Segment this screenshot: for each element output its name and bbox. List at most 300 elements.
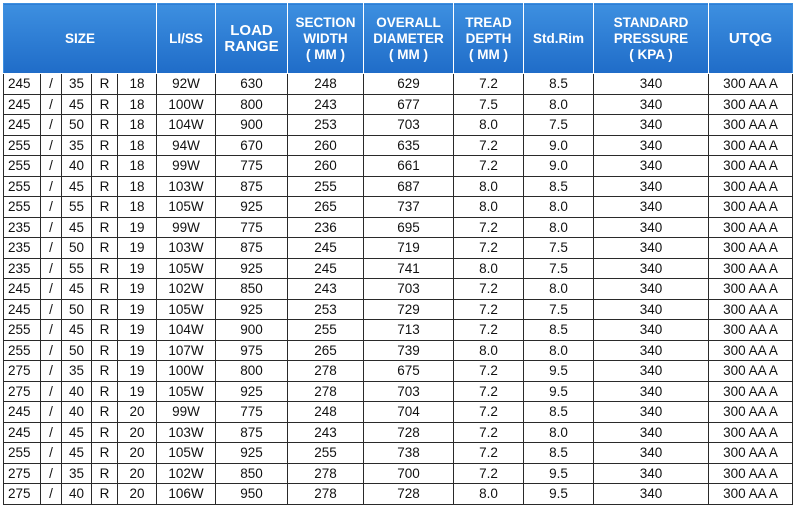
table-row <box>4 299 793 320</box>
cell-construction: R <box>92 320 118 341</box>
cell-standard-pressure: 340 <box>594 176 709 197</box>
cell-rim-diameter: 18 <box>118 74 157 95</box>
cell-li-ss: 104W <box>157 320 216 341</box>
cell-li-ss: 105W <box>157 381 216 402</box>
cell-standard-pressure: 340 <box>594 340 709 361</box>
table-row <box>4 361 793 382</box>
cell-rim-diameter: 18 <box>118 197 157 218</box>
header-overall-diameter-line2: DIAMETER <box>373 30 444 46</box>
cell-width: 275 <box>4 463 41 484</box>
header-section-width-line2: WIDTH <box>303 30 348 46</box>
cell-slash: / <box>41 238 62 259</box>
cell-construction: R <box>92 156 118 177</box>
cell-std-rim: 8.0 <box>524 197 594 218</box>
header-standard-pressure <box>594 4 709 74</box>
cell-aspect: 45 <box>62 320 92 341</box>
cell-width: 255 <box>4 340 41 361</box>
cell-overall-diameter: 703 <box>364 381 454 402</box>
cell-aspect: 45 <box>62 176 92 197</box>
header-size: SIZE <box>4 4 157 74</box>
cell-li-ss: 107W <box>157 340 216 361</box>
cell-utqg: 300 AA A <box>709 197 793 218</box>
cell-std-rim: 9.0 <box>524 156 594 177</box>
table-row <box>4 258 793 279</box>
cell-aspect: 35 <box>62 463 92 484</box>
cell-standard-pressure: 340 <box>594 258 709 279</box>
cell-construction: R <box>92 94 118 115</box>
cell-section-width: 236 <box>288 217 364 238</box>
cell-overall-diameter: 629 <box>364 74 454 95</box>
cell-aspect: 40 <box>62 484 92 505</box>
cell-standard-pressure: 340 <box>594 279 709 300</box>
cell-utqg: 300 AA A <box>709 422 793 443</box>
header-section-width-line3: ( MM ) <box>306 46 345 62</box>
cell-tread-depth: 7.2 <box>454 463 524 484</box>
cell-standard-pressure: 340 <box>594 238 709 259</box>
cell-overall-diameter: 728 <box>364 422 454 443</box>
cell-width: 275 <box>4 361 41 382</box>
cell-aspect: 50 <box>62 299 92 320</box>
cell-tread-depth: 7.2 <box>454 135 524 156</box>
cell-overall-diameter: 729 <box>364 299 454 320</box>
cell-slash: / <box>41 361 62 382</box>
cell-li-ss: 99W <box>157 402 216 423</box>
cell-load-range: 950 <box>216 484 288 505</box>
cell-standard-pressure: 340 <box>594 197 709 218</box>
cell-slash: / <box>41 94 62 115</box>
cell-width: 235 <box>4 217 41 238</box>
cell-utqg: 300 AA A <box>709 74 793 95</box>
cell-slash: / <box>41 176 62 197</box>
cell-load-range: 975 <box>216 340 288 361</box>
header-load-range-line1: LOAD <box>230 21 273 39</box>
cell-width: 255 <box>4 156 41 177</box>
cell-overall-diameter: 687 <box>364 176 454 197</box>
cell-aspect: 50 <box>62 115 92 136</box>
cell-section-width: 253 <box>288 115 364 136</box>
cell-load-range: 630 <box>216 74 288 95</box>
cell-overall-diameter: 635 <box>364 135 454 156</box>
cell-aspect: 40 <box>62 402 92 423</box>
cell-load-range: 925 <box>216 299 288 320</box>
cell-utqg: 300 AA A <box>709 381 793 402</box>
cell-width: 245 <box>4 74 41 95</box>
header-section-width-line1: SECTION <box>295 14 356 30</box>
cell-tread-depth: 7.2 <box>454 156 524 177</box>
cell-rim-diameter: 19 <box>118 320 157 341</box>
cell-rim-diameter: 19 <box>118 381 157 402</box>
cell-overall-diameter: 739 <box>364 340 454 361</box>
cell-overall-diameter: 704 <box>364 402 454 423</box>
cell-width: 235 <box>4 238 41 259</box>
cell-overall-diameter: 713 <box>364 320 454 341</box>
cell-slash: / <box>41 156 62 177</box>
cell-li-ss: 104W <box>157 115 216 136</box>
cell-rim-diameter: 19 <box>118 361 157 382</box>
cell-construction: R <box>92 115 118 136</box>
cell-construction: R <box>92 443 118 464</box>
cell-utqg: 300 AA A <box>709 176 793 197</box>
cell-aspect: 50 <box>62 238 92 259</box>
cell-load-range: 875 <box>216 238 288 259</box>
cell-rim-diameter: 19 <box>118 279 157 300</box>
cell-slash: / <box>41 279 62 300</box>
table-row <box>4 463 793 484</box>
cell-width: 245 <box>4 94 41 115</box>
cell-std-rim: 9.5 <box>524 361 594 382</box>
cell-standard-pressure: 340 <box>594 320 709 341</box>
cell-overall-diameter: 741 <box>364 258 454 279</box>
table-row <box>4 320 793 341</box>
cell-section-width: 243 <box>288 422 364 443</box>
cell-tread-depth: 7.2 <box>454 402 524 423</box>
cell-std-rim: 8.5 <box>524 320 594 341</box>
cell-std-rim: 9.5 <box>524 381 594 402</box>
cell-standard-pressure: 340 <box>594 74 709 95</box>
cell-standard-pressure: 340 <box>594 156 709 177</box>
cell-standard-pressure: 340 <box>594 422 709 443</box>
table-row <box>4 135 793 156</box>
cell-li-ss: 102W <box>157 279 216 300</box>
cell-tread-depth: 7.2 <box>454 217 524 238</box>
cell-std-rim: 8.5 <box>524 74 594 95</box>
cell-utqg: 300 AA A <box>709 156 793 177</box>
header-load-range <box>216 4 288 74</box>
cell-slash: / <box>41 115 62 136</box>
cell-standard-pressure: 340 <box>594 115 709 136</box>
cell-li-ss: 102W <box>157 463 216 484</box>
cell-aspect: 45 <box>62 443 92 464</box>
cell-width: 255 <box>4 443 41 464</box>
cell-slash: / <box>41 135 62 156</box>
cell-li-ss: 106W <box>157 484 216 505</box>
table-row <box>4 176 793 197</box>
cell-section-width: 253 <box>288 299 364 320</box>
cell-utqg: 300 AA A <box>709 443 793 464</box>
cell-aspect: 35 <box>62 74 92 95</box>
cell-section-width: 265 <box>288 197 364 218</box>
cell-section-width: 248 <box>288 402 364 423</box>
cell-rim-diameter: 20 <box>118 443 157 464</box>
cell-standard-pressure: 340 <box>594 463 709 484</box>
cell-width: 245 <box>4 402 41 423</box>
cell-standard-pressure: 340 <box>594 299 709 320</box>
cell-slash: / <box>41 443 62 464</box>
cell-load-range: 850 <box>216 279 288 300</box>
table-row <box>4 279 793 300</box>
cell-tread-depth: 7.5 <box>454 94 524 115</box>
cell-standard-pressure: 340 <box>594 217 709 238</box>
cell-li-ss: 99W <box>157 217 216 238</box>
cell-construction: R <box>92 135 118 156</box>
cell-std-rim: 8.5 <box>524 402 594 423</box>
table-row <box>4 217 793 238</box>
cell-utqg: 300 AA A <box>709 299 793 320</box>
cell-rim-diameter: 18 <box>118 135 157 156</box>
cell-section-width: 278 <box>288 361 364 382</box>
cell-load-range: 800 <box>216 361 288 382</box>
cell-slash: / <box>41 402 62 423</box>
cell-section-width: 248 <box>288 74 364 95</box>
cell-section-width: 245 <box>288 238 364 259</box>
header-tread-depth-line1: TREAD <box>465 14 512 30</box>
cell-tread-depth: 7.2 <box>454 279 524 300</box>
cell-standard-pressure: 340 <box>594 94 709 115</box>
cell-section-width: 260 <box>288 135 364 156</box>
cell-section-width: 255 <box>288 443 364 464</box>
cell-overall-diameter: 661 <box>364 156 454 177</box>
cell-aspect: 55 <box>62 258 92 279</box>
cell-tread-depth: 7.2 <box>454 381 524 402</box>
cell-standard-pressure: 340 <box>594 402 709 423</box>
header-utqg: UTQG <box>709 4 793 74</box>
cell-rim-diameter: 20 <box>118 402 157 423</box>
cell-aspect: 35 <box>62 361 92 382</box>
cell-construction: R <box>92 361 118 382</box>
tire-spec-table <box>3 3 793 505</box>
cell-load-range: 875 <box>216 176 288 197</box>
cell-utqg: 300 AA A <box>709 135 793 156</box>
cell-slash: / <box>41 484 62 505</box>
cell-tread-depth: 7.2 <box>454 320 524 341</box>
cell-std-rim: 7.5 <box>524 299 594 320</box>
cell-li-ss: 92W <box>157 74 216 95</box>
cell-rim-diameter: 19 <box>118 340 157 361</box>
cell-slash: / <box>41 197 62 218</box>
table-row <box>4 381 793 402</box>
cell-rim-diameter: 20 <box>118 422 157 443</box>
cell-rim-diameter: 19 <box>118 299 157 320</box>
cell-section-width: 245 <box>288 258 364 279</box>
cell-tread-depth: 8.0 <box>454 197 524 218</box>
table-row <box>4 422 793 443</box>
cell-std-rim: 8.0 <box>524 217 594 238</box>
header-li-ss: LI/SS <box>157 4 216 74</box>
header-overall-diameter-line3: ( MM ) <box>389 46 428 62</box>
cell-standard-pressure: 340 <box>594 443 709 464</box>
cell-standard-pressure: 340 <box>594 484 709 505</box>
cell-width: 255 <box>4 176 41 197</box>
cell-utqg: 300 AA A <box>709 340 793 361</box>
cell-construction: R <box>92 238 118 259</box>
cell-slash: / <box>41 463 62 484</box>
table-row <box>4 402 793 423</box>
cell-section-width: 243 <box>288 279 364 300</box>
cell-load-range: 775 <box>216 217 288 238</box>
table-row <box>4 156 793 177</box>
table-body <box>4 74 793 505</box>
cell-overall-diameter: 675 <box>364 361 454 382</box>
cell-utqg: 300 AA A <box>709 463 793 484</box>
cell-section-width: 265 <box>288 340 364 361</box>
cell-load-range: 800 <box>216 94 288 115</box>
cell-li-ss: 105W <box>157 258 216 279</box>
cell-overall-diameter: 737 <box>364 197 454 218</box>
cell-li-ss: 103W <box>157 176 216 197</box>
cell-section-width: 255 <box>288 320 364 341</box>
cell-utqg: 300 AA A <box>709 238 793 259</box>
cell-std-rim: 8.0 <box>524 422 594 443</box>
cell-utqg: 300 AA A <box>709 94 793 115</box>
cell-construction: R <box>92 299 118 320</box>
cell-overall-diameter: 695 <box>364 217 454 238</box>
header-overall-diameter <box>364 4 454 74</box>
table-row <box>4 94 793 115</box>
cell-li-ss: 105W <box>157 197 216 218</box>
cell-rim-diameter: 18 <box>118 156 157 177</box>
cell-slash: / <box>41 381 62 402</box>
cell-tread-depth: 8.0 <box>454 258 524 279</box>
cell-aspect: 55 <box>62 197 92 218</box>
cell-tread-depth: 7.2 <box>454 238 524 259</box>
header-load-range-line2: RANGE <box>224 37 279 55</box>
cell-li-ss: 103W <box>157 422 216 443</box>
cell-standard-pressure: 340 <box>594 361 709 382</box>
cell-std-rim: 7.5 <box>524 258 594 279</box>
cell-li-ss: 100W <box>157 361 216 382</box>
cell-load-range: 775 <box>216 402 288 423</box>
cell-section-width: 278 <box>288 381 364 402</box>
cell-section-width: 278 <box>288 484 364 505</box>
cell-overall-diameter: 703 <box>364 115 454 136</box>
header-tread-depth <box>454 4 524 74</box>
cell-li-ss: 103W <box>157 238 216 259</box>
cell-construction: R <box>92 176 118 197</box>
cell-width: 275 <box>4 484 41 505</box>
cell-construction: R <box>92 217 118 238</box>
table-row <box>4 484 793 505</box>
cell-aspect: 45 <box>62 279 92 300</box>
header-tread-depth-line3: ( MM ) <box>469 46 508 62</box>
cell-li-ss: 105W <box>157 443 216 464</box>
cell-width: 275 <box>4 381 41 402</box>
cell-construction: R <box>92 258 118 279</box>
cell-utqg: 300 AA A <box>709 217 793 238</box>
cell-construction: R <box>92 381 118 402</box>
cell-slash: / <box>41 258 62 279</box>
cell-std-rim: 9.5 <box>524 463 594 484</box>
cell-std-rim: 7.5 <box>524 238 594 259</box>
cell-width: 245 <box>4 422 41 443</box>
cell-overall-diameter: 677 <box>364 94 454 115</box>
cell-utqg: 300 AA A <box>709 258 793 279</box>
table-row <box>4 340 793 361</box>
cell-tread-depth: 8.0 <box>454 340 524 361</box>
cell-width: 245 <box>4 279 41 300</box>
cell-construction: R <box>92 422 118 443</box>
cell-std-rim: 8.5 <box>524 443 594 464</box>
header-overall-diameter-line1: OVERALL <box>376 14 441 30</box>
cell-tread-depth: 7.2 <box>454 299 524 320</box>
cell-load-range: 875 <box>216 422 288 443</box>
cell-utqg: 300 AA A <box>709 484 793 505</box>
cell-li-ss: 105W <box>157 299 216 320</box>
cell-tread-depth: 7.2 <box>454 443 524 464</box>
cell-std-rim: 8.0 <box>524 279 594 300</box>
cell-load-range: 925 <box>216 197 288 218</box>
header-standard-pressure-line1: STANDARD <box>613 14 689 30</box>
header-standard-pressure-line3: ( KPA ) <box>629 46 673 62</box>
cell-construction: R <box>92 463 118 484</box>
cell-rim-diameter: 18 <box>118 176 157 197</box>
cell-li-ss: 94W <box>157 135 216 156</box>
cell-construction: R <box>92 74 118 95</box>
header-standard-pressure-line2: PRESSURE <box>613 30 689 46</box>
cell-utqg: 300 AA A <box>709 361 793 382</box>
cell-std-rim: 9.5 <box>524 484 594 505</box>
cell-construction: R <box>92 197 118 218</box>
cell-load-range: 670 <box>216 135 288 156</box>
cell-overall-diameter: 738 <box>364 443 454 464</box>
cell-rim-diameter: 18 <box>118 115 157 136</box>
header-row <box>4 4 793 74</box>
table-row <box>4 238 793 259</box>
cell-load-range: 850 <box>216 463 288 484</box>
cell-overall-diameter: 719 <box>364 238 454 259</box>
cell-rim-diameter: 19 <box>118 258 157 279</box>
cell-std-rim: 9.0 <box>524 135 594 156</box>
cell-utqg: 300 AA A <box>709 115 793 136</box>
cell-tread-depth: 8.0 <box>454 176 524 197</box>
cell-section-width: 260 <box>288 156 364 177</box>
cell-tread-depth: 8.0 <box>454 115 524 136</box>
cell-utqg: 300 AA A <box>709 279 793 300</box>
cell-std-rim: 8.0 <box>524 94 594 115</box>
cell-tread-depth: 7.2 <box>454 422 524 443</box>
cell-rim-diameter: 19 <box>118 217 157 238</box>
cell-construction: R <box>92 402 118 423</box>
cell-tread-depth: 7.2 <box>454 74 524 95</box>
cell-slash: / <box>41 74 62 95</box>
cell-width: 255 <box>4 135 41 156</box>
cell-rim-diameter: 18 <box>118 94 157 115</box>
cell-width: 235 <box>4 258 41 279</box>
cell-section-width: 278 <box>288 463 364 484</box>
cell-load-range: 925 <box>216 443 288 464</box>
cell-aspect: 45 <box>62 94 92 115</box>
cell-slash: / <box>41 422 62 443</box>
cell-rim-diameter: 20 <box>118 463 157 484</box>
cell-li-ss: 99W <box>157 156 216 177</box>
cell-rim-diameter: 20 <box>118 484 157 505</box>
cell-std-rim: 7.5 <box>524 115 594 136</box>
table-row <box>4 115 793 136</box>
cell-tread-depth: 8.0 <box>454 484 524 505</box>
cell-slash: / <box>41 217 62 238</box>
cell-slash: / <box>41 299 62 320</box>
cell-width: 245 <box>4 115 41 136</box>
cell-section-width: 243 <box>288 94 364 115</box>
cell-li-ss: 100W <box>157 94 216 115</box>
cell-construction: R <box>92 484 118 505</box>
cell-standard-pressure: 340 <box>594 381 709 402</box>
table-row <box>4 197 793 218</box>
cell-load-range: 775 <box>216 156 288 177</box>
cell-std-rim: 8.5 <box>524 176 594 197</box>
cell-construction: R <box>92 340 118 361</box>
header-std-rim: Std.Rim <box>524 4 594 74</box>
cell-width: 245 <box>4 299 41 320</box>
cell-aspect: 40 <box>62 381 92 402</box>
cell-aspect: 40 <box>62 156 92 177</box>
header-tread-depth-line2: DEPTH <box>465 30 512 46</box>
cell-load-range: 925 <box>216 258 288 279</box>
cell-aspect: 45 <box>62 217 92 238</box>
cell-width: 255 <box>4 320 41 341</box>
cell-tread-depth: 7.2 <box>454 361 524 382</box>
cell-load-range: 900 <box>216 320 288 341</box>
cell-slash: / <box>41 340 62 361</box>
